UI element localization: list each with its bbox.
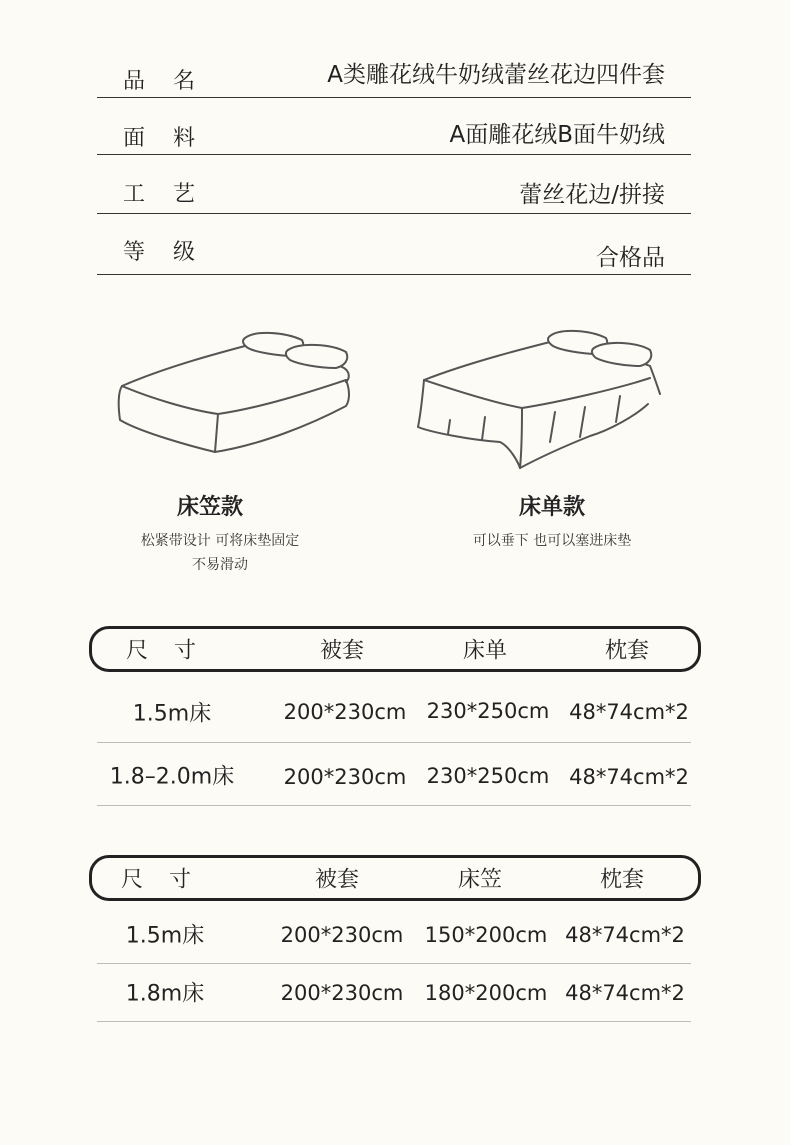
fitted-sheet-bed-icon bbox=[110, 320, 360, 460]
flat-sheet-desc bbox=[432, 529, 672, 553]
row-duvet: 200*230cm bbox=[280, 981, 404, 1005]
flat-sheet-desc-line1: 可以垂下 也可以塞进床垫 bbox=[472, 533, 632, 549]
spec-label: 品名 bbox=[123, 69, 224, 94]
table-row bbox=[97, 963, 691, 1022]
header-duvet: 被套 bbox=[314, 867, 360, 893]
header-pillowcase: 枕套 bbox=[599, 867, 645, 893]
size-table-2-header bbox=[89, 855, 701, 901]
spec-row-grade bbox=[97, 213, 691, 275]
row-duvet: 200*230cm bbox=[280, 923, 404, 947]
fitted-sheet-desc-line1: 松紧带设计 可将床垫固定 bbox=[140, 533, 300, 549]
table-row bbox=[97, 680, 691, 743]
spec-label: 等级 bbox=[123, 240, 224, 265]
row-pillowcase: 48*74cm*2 bbox=[565, 923, 685, 947]
fitted-sheet-desc bbox=[100, 529, 340, 577]
fitted-sheet-desc-line2: 不易滑动 bbox=[192, 557, 248, 573]
row-size: 1.8–2.0m床 bbox=[109, 764, 235, 790]
size-table-1-header bbox=[89, 626, 701, 672]
table-row bbox=[97, 906, 691, 964]
spec-row-name bbox=[97, 44, 691, 98]
spec-value: A类雕花绒牛奶绒蕾丝花边四件套 bbox=[327, 62, 665, 88]
flat-sheet-title: 床单款 bbox=[518, 495, 585, 520]
row-sheet: 230*250cm bbox=[426, 764, 550, 788]
spec-value: 蕾丝花边/拼接 bbox=[519, 182, 665, 208]
row-pillowcase: 48*74cm*2 bbox=[565, 981, 685, 1005]
header-pillowcase: 枕套 bbox=[604, 638, 650, 664]
spec-label: 工艺 bbox=[123, 182, 224, 207]
header-size: 尺寸 bbox=[125, 638, 223, 664]
spec-row-fabric bbox=[97, 97, 691, 155]
row-pillowcase: 48*74cm*2 bbox=[569, 700, 689, 724]
row-size: 1.5m床 bbox=[132, 701, 212, 727]
row-fitted-sheet: 150*200cm bbox=[424, 923, 548, 947]
fitted-sheet-title: 床笠款 bbox=[176, 495, 243, 520]
header-fitted-sheet: 床笠 bbox=[457, 867, 503, 893]
header-size: 尺寸 bbox=[120, 867, 218, 893]
row-duvet: 200*230cm bbox=[283, 765, 407, 789]
spec-row-craft bbox=[97, 154, 691, 214]
flat-sheet-bed-icon bbox=[410, 322, 670, 474]
row-size: 1.8m床 bbox=[125, 981, 205, 1007]
row-fitted-sheet: 180*200cm bbox=[424, 981, 548, 1005]
row-pillowcase: 48*74cm*2 bbox=[569, 765, 689, 789]
header-duvet: 被套 bbox=[319, 638, 365, 664]
header-sheet: 床单 bbox=[462, 638, 508, 664]
row-sheet: 230*250cm bbox=[426, 699, 550, 723]
row-duvet: 200*230cm bbox=[283, 700, 407, 724]
table-row bbox=[97, 742, 691, 806]
row-size: 1.5m床 bbox=[125, 923, 205, 949]
spec-label: 面料 bbox=[123, 126, 224, 151]
spec-value: A面雕花绒B面牛奶绒 bbox=[449, 122, 665, 148]
spec-value: 合格品 bbox=[596, 245, 665, 271]
